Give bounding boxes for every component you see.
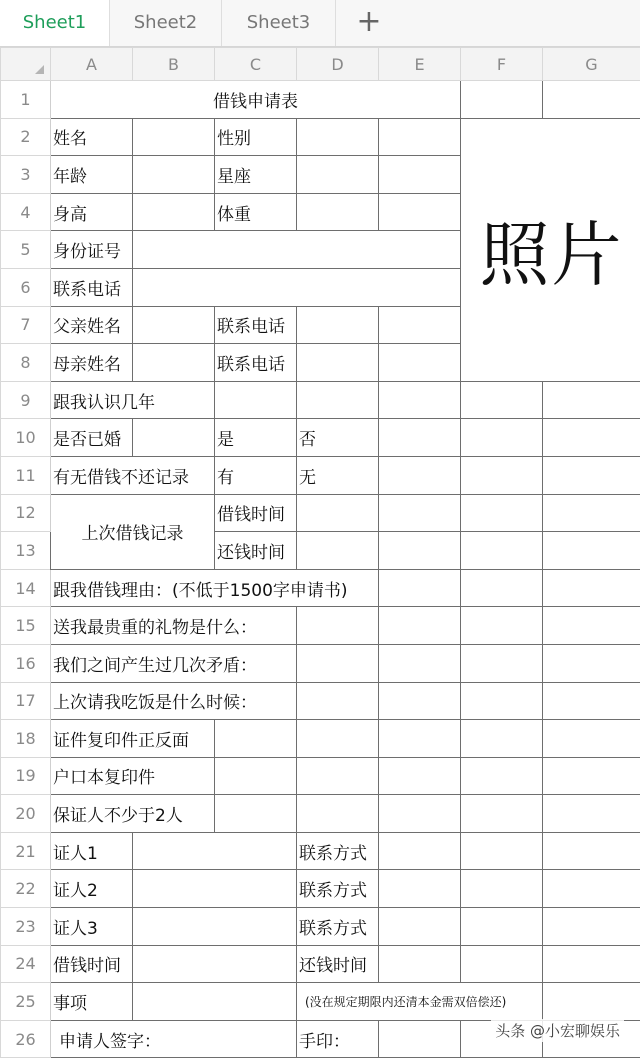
spreadsheet-grid: [0, 47, 640, 1058]
cell[interactable]: [215, 795, 297, 833]
label-married[interactable]: 是否已婚: [51, 419, 133, 457]
label-borrow-reason[interactable]: 跟我借钱理由：(不低于1500字申请书): [51, 569, 379, 607]
cell[interactable]: [215, 757, 297, 795]
label-household-copy[interactable]: 户口本复印件: [51, 757, 215, 795]
cell[interactable]: [379, 569, 461, 607]
cell[interactable]: [133, 832, 297, 870]
add-sheet-button[interactable]: [336, 0, 402, 46]
cell[interactable]: [133, 306, 215, 344]
cell[interactable]: [379, 381, 461, 419]
label-id-number[interactable]: 身份证号: [51, 231, 133, 269]
cell[interactable]: [379, 456, 461, 494]
cell[interactable]: [215, 720, 297, 758]
label-id-copies[interactable]: 证件复印件正反面: [51, 720, 215, 758]
cell[interactable]: [379, 644, 461, 682]
label-zodiac[interactable]: 星座: [215, 156, 297, 194]
cell[interactable]: [379, 494, 461, 532]
cell[interactable]: [461, 682, 543, 720]
cell[interactable]: [379, 306, 461, 344]
terms-note[interactable]: (没在规定期限内还清本金需双倍偿还): [297, 983, 543, 1021]
cell[interactable]: [297, 757, 379, 795]
cell[interactable]: [297, 306, 379, 344]
cell[interactable]: [543, 682, 640, 720]
tab-sheet1[interactable]: Sheet1: [0, 0, 110, 46]
cell[interactable]: [379, 193, 461, 231]
row-header[interactable]: 26: [1, 1020, 51, 1058]
cell[interactable]: [461, 456, 543, 494]
row-header[interactable]: 10: [1, 419, 51, 457]
label-weight[interactable]: 体重: [215, 193, 297, 231]
cell[interactable]: [543, 456, 640, 494]
row-header[interactable]: 22: [1, 870, 51, 908]
cell[interactable]: [133, 344, 215, 382]
cell[interactable]: [543, 419, 640, 457]
column-header-f[interactable]: F: [461, 48, 543, 81]
cell[interactable]: [461, 532, 543, 570]
cell[interactable]: [379, 1020, 461, 1058]
row-header[interactable]: 16: [1, 644, 51, 682]
row-header[interactable]: 23: [1, 908, 51, 946]
cell[interactable]: [297, 532, 379, 570]
cell[interactable]: [379, 832, 461, 870]
cell[interactable]: [461, 795, 543, 833]
cell[interactable]: [461, 644, 543, 682]
cell[interactable]: [543, 795, 640, 833]
plus-icon: +: [356, 4, 382, 39]
cell[interactable]: [461, 81, 543, 119]
select-all-corner[interactable]: [1, 48, 51, 81]
cell[interactable]: [461, 419, 543, 457]
cell[interactable]: [297, 118, 379, 156]
cell[interactable]: [461, 569, 543, 607]
label-conflicts[interactable]: 我们之间产生过几次矛盾：: [51, 644, 297, 682]
cell[interactable]: [543, 644, 640, 682]
cell[interactable]: [543, 381, 640, 419]
label-borrow-time[interactable]: 借钱时间: [215, 494, 297, 532]
cell[interactable]: [379, 720, 461, 758]
row-header[interactable]: 2: [1, 118, 51, 156]
cell[interactable]: [461, 870, 543, 908]
cell[interactable]: [543, 81, 640, 119]
label-last-borrow-record[interactable]: 上次借钱记录: [51, 494, 215, 569]
cell[interactable]: [379, 156, 461, 194]
cell[interactable]: [297, 193, 379, 231]
cell[interactable]: [543, 532, 640, 570]
row-header[interactable]: 4: [1, 193, 51, 231]
label-last-treat[interactable]: 上次请我吃饭是什么时候：: [51, 682, 297, 720]
column-header-g[interactable]: G: [543, 48, 640, 81]
cell[interactable]: [543, 945, 640, 983]
cell[interactable]: [379, 682, 461, 720]
cell[interactable]: [461, 945, 543, 983]
cell[interactable]: [379, 945, 461, 983]
cell[interactable]: [461, 757, 543, 795]
label-contact-3[interactable]: 联系方式: [297, 908, 379, 946]
cell[interactable]: [297, 607, 379, 645]
label-years-known[interactable]: 跟我认识几年: [51, 381, 215, 419]
label-borrow-date[interactable]: 借钱时间: [51, 945, 133, 983]
cell[interactable]: [379, 795, 461, 833]
row-header[interactable]: 21: [1, 832, 51, 870]
label-unpaid-record[interactable]: 有无借钱不还记录: [51, 456, 215, 494]
watermark: 头条 @小宏聊娱乐: [491, 1019, 624, 1042]
row-header[interactable]: 3: [1, 156, 51, 194]
column-header-d[interactable]: D: [297, 48, 379, 81]
cell[interactable]: [297, 494, 379, 532]
cell[interactable]: [133, 193, 215, 231]
cell[interactable]: [461, 832, 543, 870]
cell[interactable]: [379, 532, 461, 570]
row-header[interactable]: 18: [1, 720, 51, 758]
label-terms[interactable]: 事项: [51, 983, 133, 1021]
label-height[interactable]: 身高: [51, 193, 133, 231]
row-header[interactable]: 15: [1, 607, 51, 645]
label-most-valuable-gift[interactable]: 送我最贵重的礼物是什么：: [51, 607, 297, 645]
cell[interactable]: [543, 494, 640, 532]
cell[interactable]: [133, 945, 297, 983]
cell[interactable]: [379, 908, 461, 946]
row-header[interactable]: 12: [1, 494, 51, 532]
label-witness-3[interactable]: 证人3: [51, 908, 133, 946]
cell[interactable]: [379, 419, 461, 457]
row-header[interactable]: 1: [1, 81, 51, 119]
label-guarantors[interactable]: 保证人不少于2人: [51, 795, 215, 833]
row-header[interactable]: 14: [1, 569, 51, 607]
option-no[interactable]: 否: [297, 419, 379, 457]
row-header[interactable]: 11: [1, 456, 51, 494]
cell[interactable]: [133, 231, 461, 269]
cell[interactable]: [379, 870, 461, 908]
label-age[interactable]: 年龄: [51, 156, 133, 194]
cell[interactable]: [133, 268, 461, 306]
label-father-phone[interactable]: 联系电话: [215, 306, 297, 344]
cell[interactable]: [297, 720, 379, 758]
cell[interactable]: [133, 156, 215, 194]
cell[interactable]: [379, 607, 461, 645]
cell[interactable]: [543, 870, 640, 908]
column-header-e[interactable]: E: [379, 48, 461, 81]
cell[interactable]: [543, 757, 640, 795]
cell[interactable]: [543, 983, 640, 1021]
cell[interactable]: [297, 644, 379, 682]
row-header[interactable]: 8: [1, 344, 51, 382]
cell[interactable]: [461, 908, 543, 946]
sheet-tab-bar: [0, 0, 640, 47]
cell[interactable]: [297, 156, 379, 194]
cell[interactable]: [543, 832, 640, 870]
row-header[interactable]: 24: [1, 945, 51, 983]
tab-sheet2[interactable]: Sheet2: [110, 0, 222, 46]
row-header[interactable]: 13: [1, 532, 51, 570]
cell[interactable]: [133, 118, 215, 156]
label-name[interactable]: 姓名: [51, 118, 133, 156]
row-header[interactable]: 20: [1, 795, 51, 833]
cell[interactable]: [297, 381, 379, 419]
row-header[interactable]: 5: [1, 231, 51, 269]
label-mother-name[interactable]: 母亲姓名: [51, 344, 133, 382]
cell[interactable]: [543, 908, 640, 946]
row-header[interactable]: 6: [1, 268, 51, 306]
cell[interactable]: [133, 983, 297, 1021]
cell[interactable]: [543, 720, 640, 758]
row-header[interactable]: 7: [1, 306, 51, 344]
cell[interactable]: [297, 682, 379, 720]
cell[interactable]: [133, 908, 297, 946]
cell[interactable]: [297, 344, 379, 382]
column-header-a[interactable]: A: [51, 48, 133, 81]
label-gender[interactable]: 性别: [215, 118, 297, 156]
label-repay-date[interactable]: 还钱时间: [297, 945, 379, 983]
cell[interactable]: [543, 569, 640, 607]
cell[interactable]: [461, 607, 543, 645]
cell[interactable]: [133, 419, 215, 457]
option-yes[interactable]: 是: [215, 419, 297, 457]
option-has[interactable]: 有: [215, 456, 297, 494]
label-fingerprint[interactable]: 手印：: [297, 1020, 379, 1058]
row-header[interactable]: 25: [1, 983, 51, 1021]
option-none[interactable]: 无: [297, 456, 379, 494]
label-contact-1[interactable]: 联系方式: [297, 832, 379, 870]
photo-area[interactable]: 照片: [461, 118, 640, 381]
label-phone[interactable]: 联系电话: [51, 268, 133, 306]
form-title[interactable]: 借钱申请表: [51, 81, 461, 119]
cell[interactable]: [379, 118, 461, 156]
label-applicant-signature[interactable]: 申请人签字：: [51, 1020, 297, 1058]
row-header[interactable]: 19: [1, 757, 51, 795]
cell[interactable]: [215, 381, 297, 419]
column-header-c[interactable]: C: [215, 48, 297, 81]
cell[interactable]: [133, 870, 297, 908]
label-mother-phone[interactable]: 联系电话: [215, 344, 297, 382]
select-all-triangle-icon: [35, 65, 44, 74]
label-witness-1[interactable]: 证人1: [51, 832, 133, 870]
label-repay-time[interactable]: 还钱时间: [215, 532, 297, 570]
cell[interactable]: [461, 381, 543, 419]
cell[interactable]: [297, 795, 379, 833]
row-header[interactable]: 17: [1, 682, 51, 720]
cell[interactable]: [379, 344, 461, 382]
label-father-name[interactable]: 父亲姓名: [51, 306, 133, 344]
label-witness-2[interactable]: 证人2: [51, 870, 133, 908]
cell[interactable]: [543, 607, 640, 645]
tab-sheet3[interactable]: Sheet3: [222, 0, 336, 46]
label-contact-2[interactable]: 联系方式: [297, 870, 379, 908]
column-header-b[interactable]: B: [133, 48, 215, 81]
row-header[interactable]: 9: [1, 381, 51, 419]
cell[interactable]: [379, 757, 461, 795]
cell[interactable]: [461, 494, 543, 532]
cell[interactable]: [461, 720, 543, 758]
